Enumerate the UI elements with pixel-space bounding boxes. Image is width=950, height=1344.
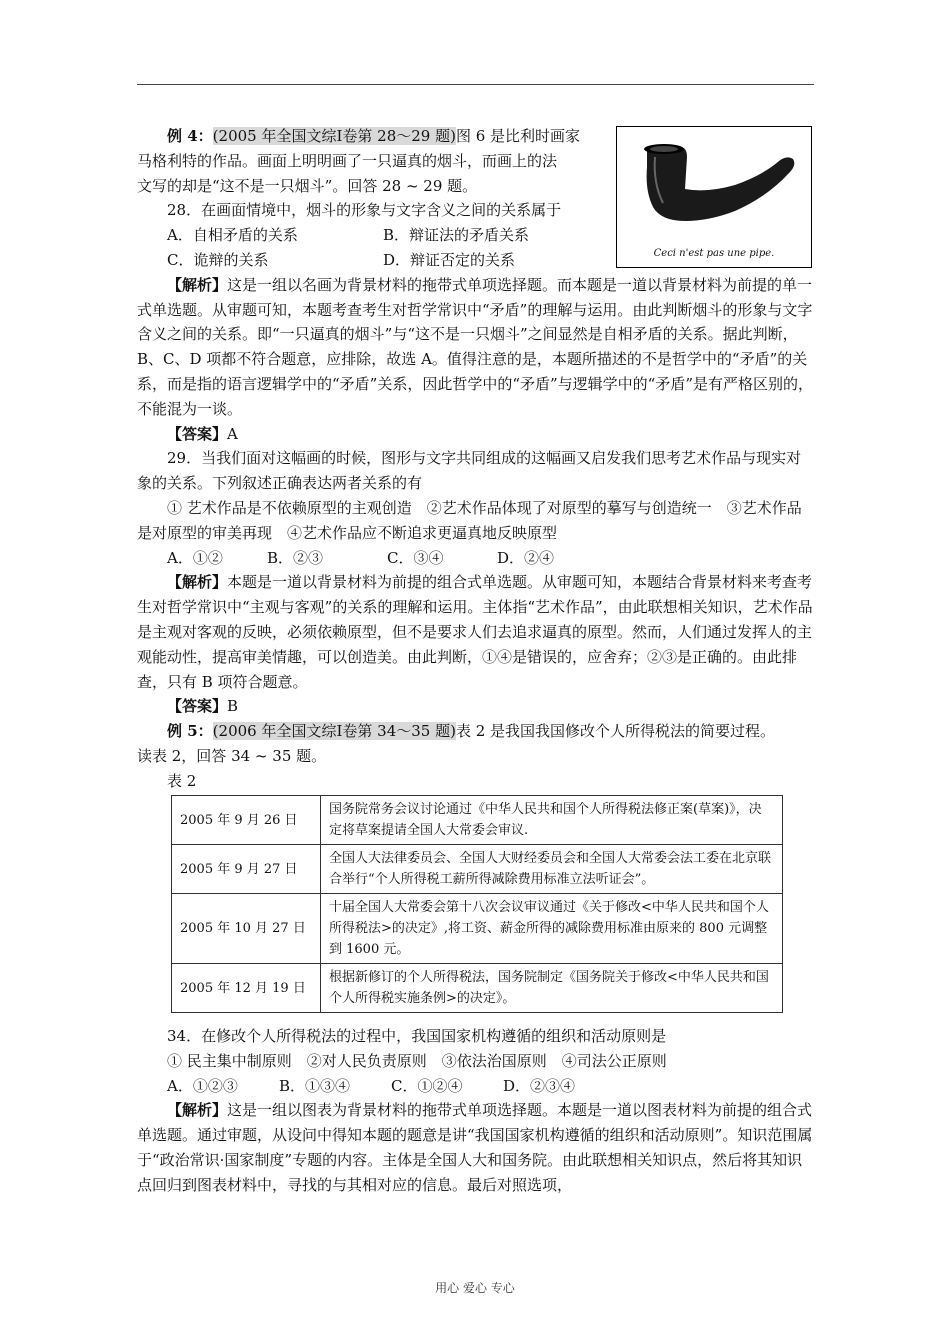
header-rule — [137, 84, 814, 85]
ex5-intro: 表 2 是我国我国修改个人所得税法的简要过程。 — [455, 722, 776, 741]
table-date-cell: 2005 年 12 月 19 日 — [172, 964, 321, 1013]
q34-option-a: A．①②③ — [167, 1076, 238, 1095]
ex5-source: (2006 年全国文综Ⅰ卷第 34～35 题) — [212, 722, 456, 741]
q28-option-d: D．辩证否定的关系 — [383, 250, 516, 269]
table-date-cell: 2005 年 9 月 27 日 — [172, 845, 321, 894]
analysis-label: 【解析】 — [167, 275, 228, 294]
q29-items: ① 艺术作品是不依赖原型的主观创造 ②艺术作品体现了对原型的摹写与创造统一 ③艺术作品是对原型的审美再现 ④艺术作品应不断追求更逼真地反映原型 — [137, 498, 802, 542]
ex5-label: 例 5： — [167, 722, 213, 741]
answer-label: 【答案】 — [167, 697, 228, 716]
page-footer: 用心 爱心 专心 — [435, 1281, 515, 1295]
q34-option-c: C．①②④ — [391, 1076, 463, 1095]
tax-law-table — [171, 795, 783, 1013]
q29-options — [137, 546, 815, 571]
analysis-text: 这是一组以图表为背景材料的拖带式单项选择题。本题是一道以图表材料为前提的组合式单选题。通过审题，从设问中得知本题的题意是讲“我国国家机构遵循的组织和活动原则”。知识范围属于“政治常识·国家制度”专题的内容。主体是全国人大和国务院。由此联想相关知识点，然后将其知识点回归到图表材料中，寻找的与其相对应的信息。最后对照选项， — [137, 1101, 813, 1194]
q34-option-b: B．①③④ — [279, 1076, 351, 1095]
q34-option-d: D．②③④ — [503, 1076, 576, 1095]
question-28: 28．在画面情境中，烟斗的形象与文字含义之间的关系属于 — [167, 201, 562, 220]
ex5-heading — [137, 719, 815, 744]
ex4-line3: 文写的却是“这不是一只烟斗”。回答 28 ~ 29 题。 — [137, 176, 478, 195]
q29-option-d: D．②④ — [497, 548, 555, 567]
table-desc-cell: 全国人大法律委员会、全国人大财经委员会和全国人大常委会法工委在北京联合举行“个人所得税工薪所得减除费用标准立法听证会”。 — [321, 845, 783, 894]
question-34: 34．在修改个人所得税法的过程中，我国国家机构遵循的组织和活动原则是 — [167, 1027, 667, 1045]
q28-option-a: A．自相矛盾的关系 — [167, 226, 298, 245]
q28-option-c: C．诡辩的关系 — [167, 250, 269, 269]
table-title: 表 2 — [167, 771, 197, 790]
table-date-cell: 2005 年 9 月 26 日 — [172, 796, 321, 845]
ex4-heading — [137, 124, 613, 149]
table-row — [172, 796, 783, 845]
q29-option-a: A．①② — [167, 548, 223, 567]
ex4-label: 例 4： — [167, 127, 213, 145]
question-29: 29．当我们面对这幅画的时候，图形与文字共同组成的这幅画又启发我们思考艺术作品与现实对象的关系。下列叙述正确表达两者关系的有 — [137, 449, 802, 493]
analysis-text: 这是一组以名画为背景材料的拖带式单项选择题。而本题是一道以背景材料为前提的单一式单选题。从审题可知，本题考查考生对哲学常识中“矛盾”的理解与运用。由此判断烟斗的形象与文字含义之间的关系。即“一只逼真的烟斗”与“这不是一只烟斗”之间显然是自相矛盾的关系。据此判断，B、C、D 项都不符合题意，应排除，故选 A。值得注意的是，本题所描述的不是哲学中的“矛盾”的关系，而是指的语言逻辑学中的“矛盾”关系，因此哲学中的“矛盾”与逻辑学中的“矛盾”是有严格区别的，不能混为一谈。 — [137, 275, 814, 418]
q34-items: ① 民主集中制原则 ②对人民负责原则 ③依法治国原则 ④司法公正原则 — [167, 1051, 667, 1070]
q34-analysis — [137, 1098, 815, 1197]
ex4-intro: 图 6 是比利时画家 — [455, 127, 581, 145]
q28-options-row1 — [137, 223, 815, 248]
table-desc-cell: 国务院常务会议讨论通过《中华人民共和国个人所得税法修正案(草案)》，决定将草案提请全国人大常委会审议. — [321, 796, 783, 845]
question-34-block — [137, 1024, 815, 1198]
analysis-text: 本题是一道以背景材料为前提的组合式单选题。从审题可知，本题结合背景材料来考查考生对哲学常识中“主观与客观”的关系的理解和运用。主体指“艺术作品”，由此联想相关知识，艺术作品是主观对客观的反映，必须依赖原型，但不是要求人们去追求逼真的原型。然而，人们通过发挥人的主观能动性，提高审美情趣，可以创造美。由此判断，①④是错误的，应舍弃；②③是正确的。由此排查，只有 B 项符合题意。 — [137, 573, 813, 691]
q28-option-b: B．辩证法的矛盾关系 — [383, 226, 530, 245]
example-4 — [137, 124, 815, 794]
analysis-label: 【解析】 — [167, 1101, 228, 1120]
painting-caption: Ceci n'est pas une pipe. — [653, 248, 775, 259]
q29-analysis — [137, 570, 815, 694]
q29-option-b: B．②③ — [267, 548, 324, 567]
table-desc-cell: 根据新修订的个人所得税法，国务院制定《国务院关于修改<中华人民共和国个人所得税实施条例>的决定》。 — [321, 964, 783, 1013]
q29-option-c: C．③④ — [387, 548, 444, 567]
table-row — [172, 964, 783, 1013]
answer-label: 【答案】 — [167, 424, 228, 443]
answer-value: B — [227, 697, 239, 716]
q28-answer — [137, 422, 815, 447]
ex4-line2: 马格利特的作品。画面上明明画了一只逼真的烟斗，而画上的法 — [137, 151, 558, 170]
ex5-line2: 读表 2，回答 34 ~ 35 题。 — [137, 746, 327, 765]
table-desc-cell: 十届全国人大常委会第十八次会议审议通过《关于修改<中华人民共和国个人所得税法>的决定》,将工资、薪金所得的减除费用标准由原来的 800 元调整到 1600 元。 — [321, 894, 783, 964]
table-date-cell: 2005 年 10 月 27 日 — [172, 894, 321, 964]
q28-options-row2 — [137, 248, 815, 273]
table-row — [172, 845, 783, 894]
q34-options — [137, 1074, 815, 1099]
ex4-source: (2005 年全国文综Ⅰ卷第 28～29 题) — [212, 127, 456, 145]
q29-answer — [137, 694, 815, 719]
q28-analysis — [137, 273, 815, 422]
answer-value: A — [227, 424, 238, 443]
table-row — [172, 894, 783, 964]
analysis-label: 【解析】 — [167, 573, 228, 592]
